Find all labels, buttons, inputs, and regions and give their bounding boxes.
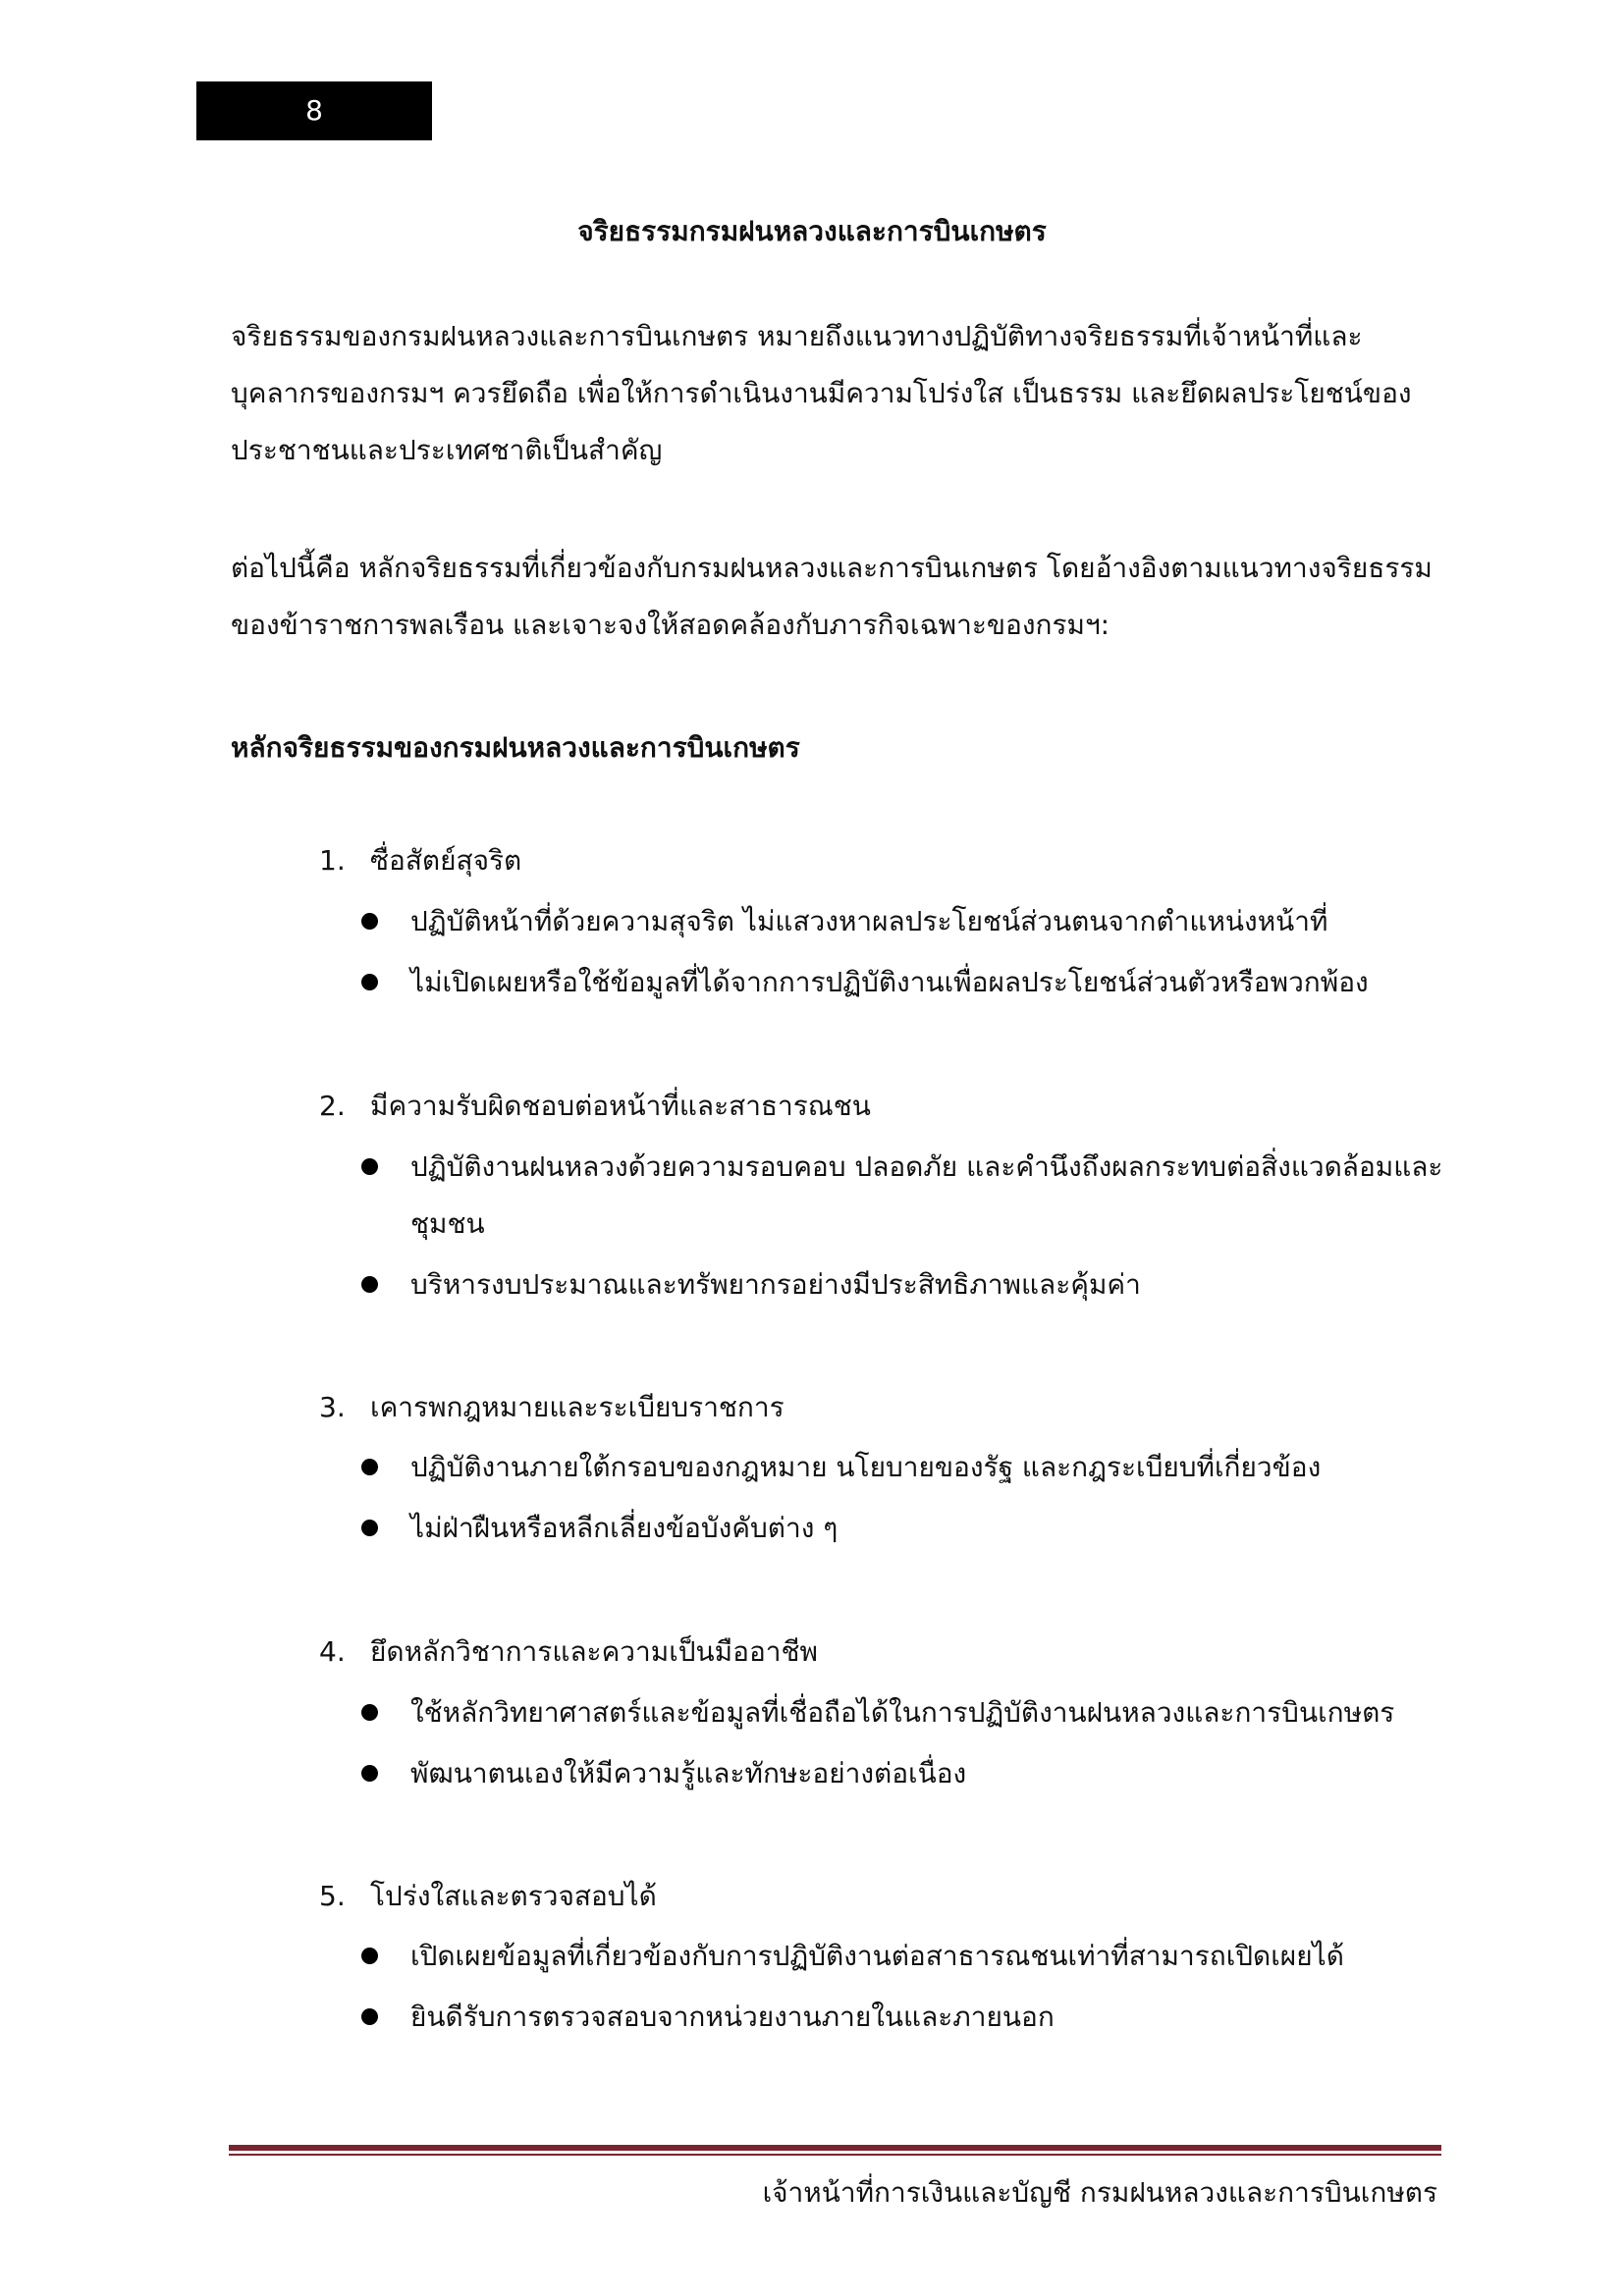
bullet-dot-icon	[361, 974, 378, 990]
ethics-item-title	[319, 1386, 785, 1429]
bullet-text: เปิดเผยข้อมูลที่เกี่ยวข้องกับการปฏิบัติงานต่อสาธารณชนเท่าที่สามารถเปิดเผยได้	[410, 1940, 1344, 1972]
page-number: 8	[305, 94, 323, 127]
bullet-dot-icon	[361, 1765, 378, 1782]
bullet-text: บริหารงบประมาณและทรัพยากรอย่างมีประสิทธิภาพและคุ้มค่า	[410, 1268, 1141, 1301]
ethics-item-title	[319, 1630, 818, 1674]
intro-line: ประชาชนและประเทศชาติเป็นสำคัญ	[231, 434, 663, 466]
item-title-text: มีความรับผิดชอบต่อหน้าที่และสาธารณชน	[370, 1090, 871, 1122]
bullet-text: ยินดีรับการตรวจสอบจากหน่วยงานภายในและภายนอก	[410, 2001, 1055, 2033]
lead-paragraph	[231, 540, 1448, 654]
bullet-dot-icon	[361, 1704, 378, 1721]
bullet-dot-icon	[361, 1276, 378, 1293]
footer-divider	[229, 2145, 1441, 2151]
item-title-text: ยึดหลักวิชาการและความเป็นมืออาชีพ	[370, 1635, 818, 1668]
bullet-text: ปฏิบัติงานภายใต้กรอบของกฎหมาย นโยบายของรัฐ และกฎระเบียบที่เกี่ยวข้อง	[410, 1451, 1322, 1483]
item-title-text: โปร่งใสและตรวจสอบได้	[370, 1880, 657, 1912]
intro-line: บุคลากรของกรมฯ ควรยึดถือ เพื่อให้การดำเนินงานมีความโปร่งใส เป็นธรรม และยึดผลประโยชน์ของ	[231, 377, 1412, 409]
bullet-text: ไม่เปิดเผยหรือใช้ข้อมูลที่ได้จากการปฏิบัติงานเพื่อผลประโยชน์ส่วนตัวหรือพวกพ้อง	[410, 966, 1369, 998]
bullet-dot-icon	[361, 1459, 378, 1475]
bullet-text-continuation: ชุมชน	[410, 1207, 485, 1240]
item-number: 2.	[319, 1090, 346, 1122]
ethics-item-title	[319, 839, 521, 882]
bullet-text: ไม่ฝ่าฝืนหรือหลีกเลี่ยงข้อบังคับต่าง ๆ	[410, 1512, 839, 1544]
item-title-text: เคารพกฎหมายและระเบียบราชการ	[370, 1391, 785, 1423]
ethics-item-title	[319, 1875, 657, 1918]
footer-text: เจ้าหน้าที่การเงินและบัญชี กรมฝนหลวงและการบินเกษตร	[762, 2176, 1437, 2209]
item-number: 5.	[319, 1880, 346, 1912]
bullet-dot-icon	[361, 1948, 378, 1964]
item-number: 1.	[319, 844, 346, 877]
lead-line: ต่อไปนี้คือ หลักจริยธรรมที่เกี่ยวข้องกับกรมฝนหลวงและการบินเกษตร โดยอ้างอิงตามแนวทางจริยธรรม	[231, 552, 1433, 584]
document-title: จริยธรรมกรมฝนหลวงและการบินเกษตร	[577, 215, 1047, 247]
lead-line: ของข้าราชการพลเรือน และเจาะจงให้สอดคล้องกับภารกิจเฉพาะของกรมฯ:	[231, 609, 1110, 641]
bullet-dot-icon	[361, 1520, 378, 1536]
section-heading: หลักจริยธรรมของกรมฝนหลวงและการบินเกษตร	[231, 731, 800, 764]
item-number: 4.	[319, 1635, 346, 1668]
intro-line: จริยธรรมของกรมฝนหลวงและการบินเกษตร หมายถึงแนวทางปฏิบัติทางจริยธรรมที่เจ้าหน้าที่และ	[231, 320, 1363, 352]
bullet-text: ปฏิบัติหน้าที่ด้วยความสุจริต ไม่แสวงหาผลประโยชน์ส่วนตนจากตำแหน่งหน้าที่	[410, 905, 1328, 937]
bullet-text: พัฒนาตนเองให้มีความรู้และทักษะอย่างต่อเนื่อง	[410, 1757, 967, 1789]
bullet-text: ปฏิบัติงานฝนหลวงด้วยความรอบคอบ ปลอดภัย และคำนึงถึงผลกระทบต่อสิ่งแวดล้อมและ	[410, 1150, 1443, 1183]
ethics-item-title	[319, 1085, 871, 1128]
intro-paragraph	[231, 308, 1448, 479]
page-number-box	[196, 81, 432, 140]
bullet-dot-icon	[361, 1158, 378, 1175]
footer-divider-thin	[229, 2154, 1441, 2156]
item-number: 3.	[319, 1391, 346, 1423]
bullet-dot-icon	[361, 913, 378, 930]
bullet-text: ใช้หลักวิทยาศาสตร์และข้อมูลที่เชื่อถือได้ในการปฏิบัติงานฝนหลวงและการบินเกษตร	[410, 1696, 1395, 1729]
item-title-text: ซื่อสัตย์สุจริต	[370, 844, 522, 877]
bullet-dot-icon	[361, 2008, 378, 2025]
